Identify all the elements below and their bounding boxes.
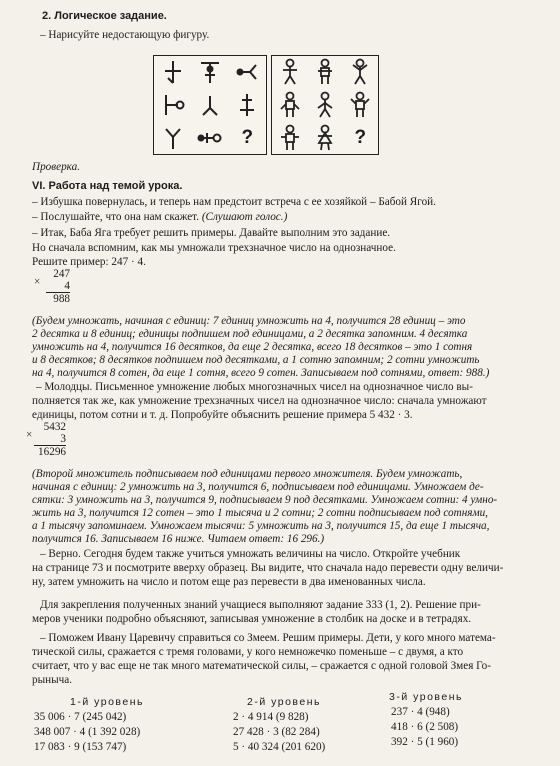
level-1-item: 17 083 · 9 (153 747) bbox=[34, 741, 127, 753]
level-1-title: 1-й уровень bbox=[70, 696, 144, 708]
section-6-title: VI. Работа над темой урока. bbox=[32, 180, 183, 192]
grid-a-figure-8 bbox=[191, 121, 228, 154]
product: 988 bbox=[46, 292, 70, 305]
stick-figure-icon bbox=[158, 90, 188, 120]
level-2-item: 5 · 40 324 (201 620) bbox=[233, 741, 326, 753]
paragraph-3: – Итак, Баба Яга требует решить примеры. Давайте выполним это задание. bbox=[32, 227, 391, 239]
level-3-column bbox=[385, 690, 463, 750]
stick-figure-icon bbox=[232, 57, 262, 87]
stick-figure-icon bbox=[195, 90, 225, 120]
product: 16296 bbox=[34, 445, 66, 458]
grid-b-figure-1 bbox=[272, 56, 307, 89]
grid-b-figure-2 bbox=[307, 56, 342, 89]
person-figure-icon bbox=[310, 57, 340, 87]
person-figure-icon bbox=[310, 90, 340, 120]
stick-figure-icon bbox=[232, 90, 262, 120]
column-multiplication-2 bbox=[26, 421, 66, 458]
question-mark: ? bbox=[241, 126, 254, 148]
check-label: Проверка. bbox=[32, 161, 81, 173]
level-2-item: 2 · 4 914 (9 828) bbox=[233, 711, 309, 723]
level-2-item: 27 428 · 3 (82 284) bbox=[233, 726, 320, 738]
factor-2: 3 bbox=[60, 433, 66, 445]
person-figure-icon bbox=[345, 90, 375, 120]
person-figure-icon bbox=[275, 123, 305, 153]
factor-1: 247 bbox=[53, 268, 70, 280]
stick-figure-icon bbox=[158, 57, 188, 87]
level-2-column bbox=[233, 695, 325, 755]
grid-a-figure-3 bbox=[229, 56, 266, 89]
grid-b-figure-5 bbox=[307, 89, 342, 122]
person-figure-icon bbox=[275, 90, 305, 120]
column-multiplication-1 bbox=[34, 268, 70, 305]
section-2-instruction: – Нарисуйте недостающую фигуру. bbox=[40, 29, 210, 41]
question-mark: ? bbox=[354, 126, 367, 148]
grid-a-figure-4 bbox=[154, 89, 191, 122]
level-1-item: 35 006 · 7 (245 042) bbox=[34, 711, 127, 723]
grid-a-missing bbox=[229, 121, 266, 154]
factor-2: 4 bbox=[64, 280, 70, 292]
grid-b-figure-8 bbox=[307, 121, 342, 154]
section-2-title: 2. Логическое задание. bbox=[42, 10, 167, 22]
person-figure-icon bbox=[275, 57, 305, 87]
level-3-item: 392 · 5 (1 960) bbox=[391, 736, 459, 748]
grid-b-figure-7 bbox=[272, 121, 307, 154]
grid-a-figure-6 bbox=[229, 89, 266, 122]
textbook-page: 2. Логическое задание. – Нарисуйте недостающую фигуру. ? ? Проверка. VI. Работа над темой урока. – Избушка повернулась, и теперь нам предстоит встреча с ее хозяйкой – Бабой Ягой. – Послушайте, что она нам скажет. (Слушают голос.) – Итак, Баба Яга требует решить примеры. Давайте выполним это задание. Но сначала вспомним, как мы умножали трехзначное число на однозначное. Решите пример: 247 · 4. × 247 4 988 (Будем умножать, начиная с единиц: 7 единиц умножить на 4, получится 28 единиц – это 2 десятка и 8 единиц; единицы подпишем под единицами, а 2 десятка запомним. 4 десятка умножить на 4, получится 16 десятков, да еще 2 десятка, всего 18 десятков – это 1 сотня и 8 десятков; 8 десятков подпишем под десятками, а 1 сотню запомним; 2 сотни умножить на 4, получится 8 сотен, да еще 1 сотня, всего 9 сотен. Записываем под сотнями, ответ: 988.) – Молодцы. Письменное умножение любых многозначных чисел на однозначное число вы- полняется так же, как умножение трехзначных чисел на однозначное число: сначала умножают единицы, потом сотни и т. д. Попробуйте объяснить решение примера 5 432 · 3. × 5432 3 16296 (Второй множитель подписываем под единицами первого множителя. Будем умножать, начиная с единиц: 2 умножить на 3, получится 6, подписываем под единицами. Умножаем де- сятки: 3 умножить на 3, получится 9, подписываем 9 под десятками. Умножаем сотни: 4 умно- жить на 3, получится 12 сотен – это 1 тысяча и 2 сотни; 2 сотни подписываем под сотнями, а 1 тысячу запоминаем. Умножаем тысячи: 5 умножить на 3, получится 15, да еще 1 тысяча, получится 16. Записываем 16 ниже. Читаем ответ: 16 296.) – Верно. Сегодня будем также учиться умножать величины на число. Откройте учебник на странице 73 и посмотрите вверху образец. Вы видите, что сначала надо перевести одну величи- ну, затем умножить на число и потом еще раз перевести в два именованных числа. Для закрепления полученных знаний учащиеся выполняют задание 333 (1, 2). Решение при- меров ученики подробно объясняют, записывая умножение в столбик на доске и в тетрадях. – Поможем Ивану Царевичу справиться со Змеем. Решим примеры. Дети, у кого много матема- тической силы, сражается с тремя головами, у кого немножечко поменьше – с двумя, а кто считает, что у вас еще не так много математической силы, – сражается с одной головой Змея Го- рыныча. 1-й уровень 35 006 · 7 (245 042) 348 007 · 4 (1 392 028) 17 083 · 9 (153 747) 2-й уровень 2 · 4 914 (9 828) 27 428 · 3 (82 284) 5 · 40 324 (201 620) 3-й уровень 237 · 4 (948) 418 · 6 (2 508) 392 · 5 (1 960) bbox=[26, 10, 504, 753]
grid-a-figure-7 bbox=[154, 121, 191, 154]
paragraph-4: Но сначала вспомним, как мы умножали трехзначное число на однозначное. bbox=[32, 242, 396, 254]
stick-figure-icon bbox=[195, 57, 225, 87]
level-1-item: 348 007 · 4 (1 392 028) bbox=[34, 726, 141, 738]
multiply-sign: × bbox=[26, 429, 33, 441]
puzzle-grid-b bbox=[271, 55, 379, 155]
level-2-title: 2-й уровень bbox=[247, 696, 321, 708]
paragraph-5: Решите пример: 247 · 4. bbox=[32, 256, 146, 268]
level-3-title: 3-й уровень bbox=[389, 691, 463, 703]
grid-a-figure-2 bbox=[191, 56, 228, 89]
stick-figure-icon bbox=[195, 123, 225, 153]
level-3-item: 418 · 6 (2 508) bbox=[391, 721, 459, 733]
multiply-sign: × bbox=[34, 276, 41, 288]
paragraph-2: – Послушайте, что она нам скажет. (Слушают голос.) bbox=[32, 211, 288, 223]
paragraph-1: – Избушка повернулась, и теперь нам предстоит встреча с ее хозяйкой – Бабой Ягой. bbox=[32, 196, 436, 208]
level-3-item: 237 · 4 (948) bbox=[391, 706, 450, 718]
grid-b-figure-6 bbox=[343, 89, 378, 122]
stick-figure-icon bbox=[158, 123, 188, 153]
level-1-column bbox=[34, 695, 144, 755]
puzzle-grid-a bbox=[153, 55, 267, 155]
factor-1: 5432 bbox=[43, 421, 66, 433]
grid-a-figure-5 bbox=[191, 89, 228, 122]
grid-b-missing bbox=[343, 121, 378, 154]
grid-a-figure-1 bbox=[154, 56, 191, 89]
grid-b-figure-4 bbox=[272, 89, 307, 122]
person-figure-icon bbox=[310, 123, 340, 153]
person-figure-icon bbox=[345, 57, 375, 87]
grid-b-figure-3 bbox=[343, 56, 378, 89]
